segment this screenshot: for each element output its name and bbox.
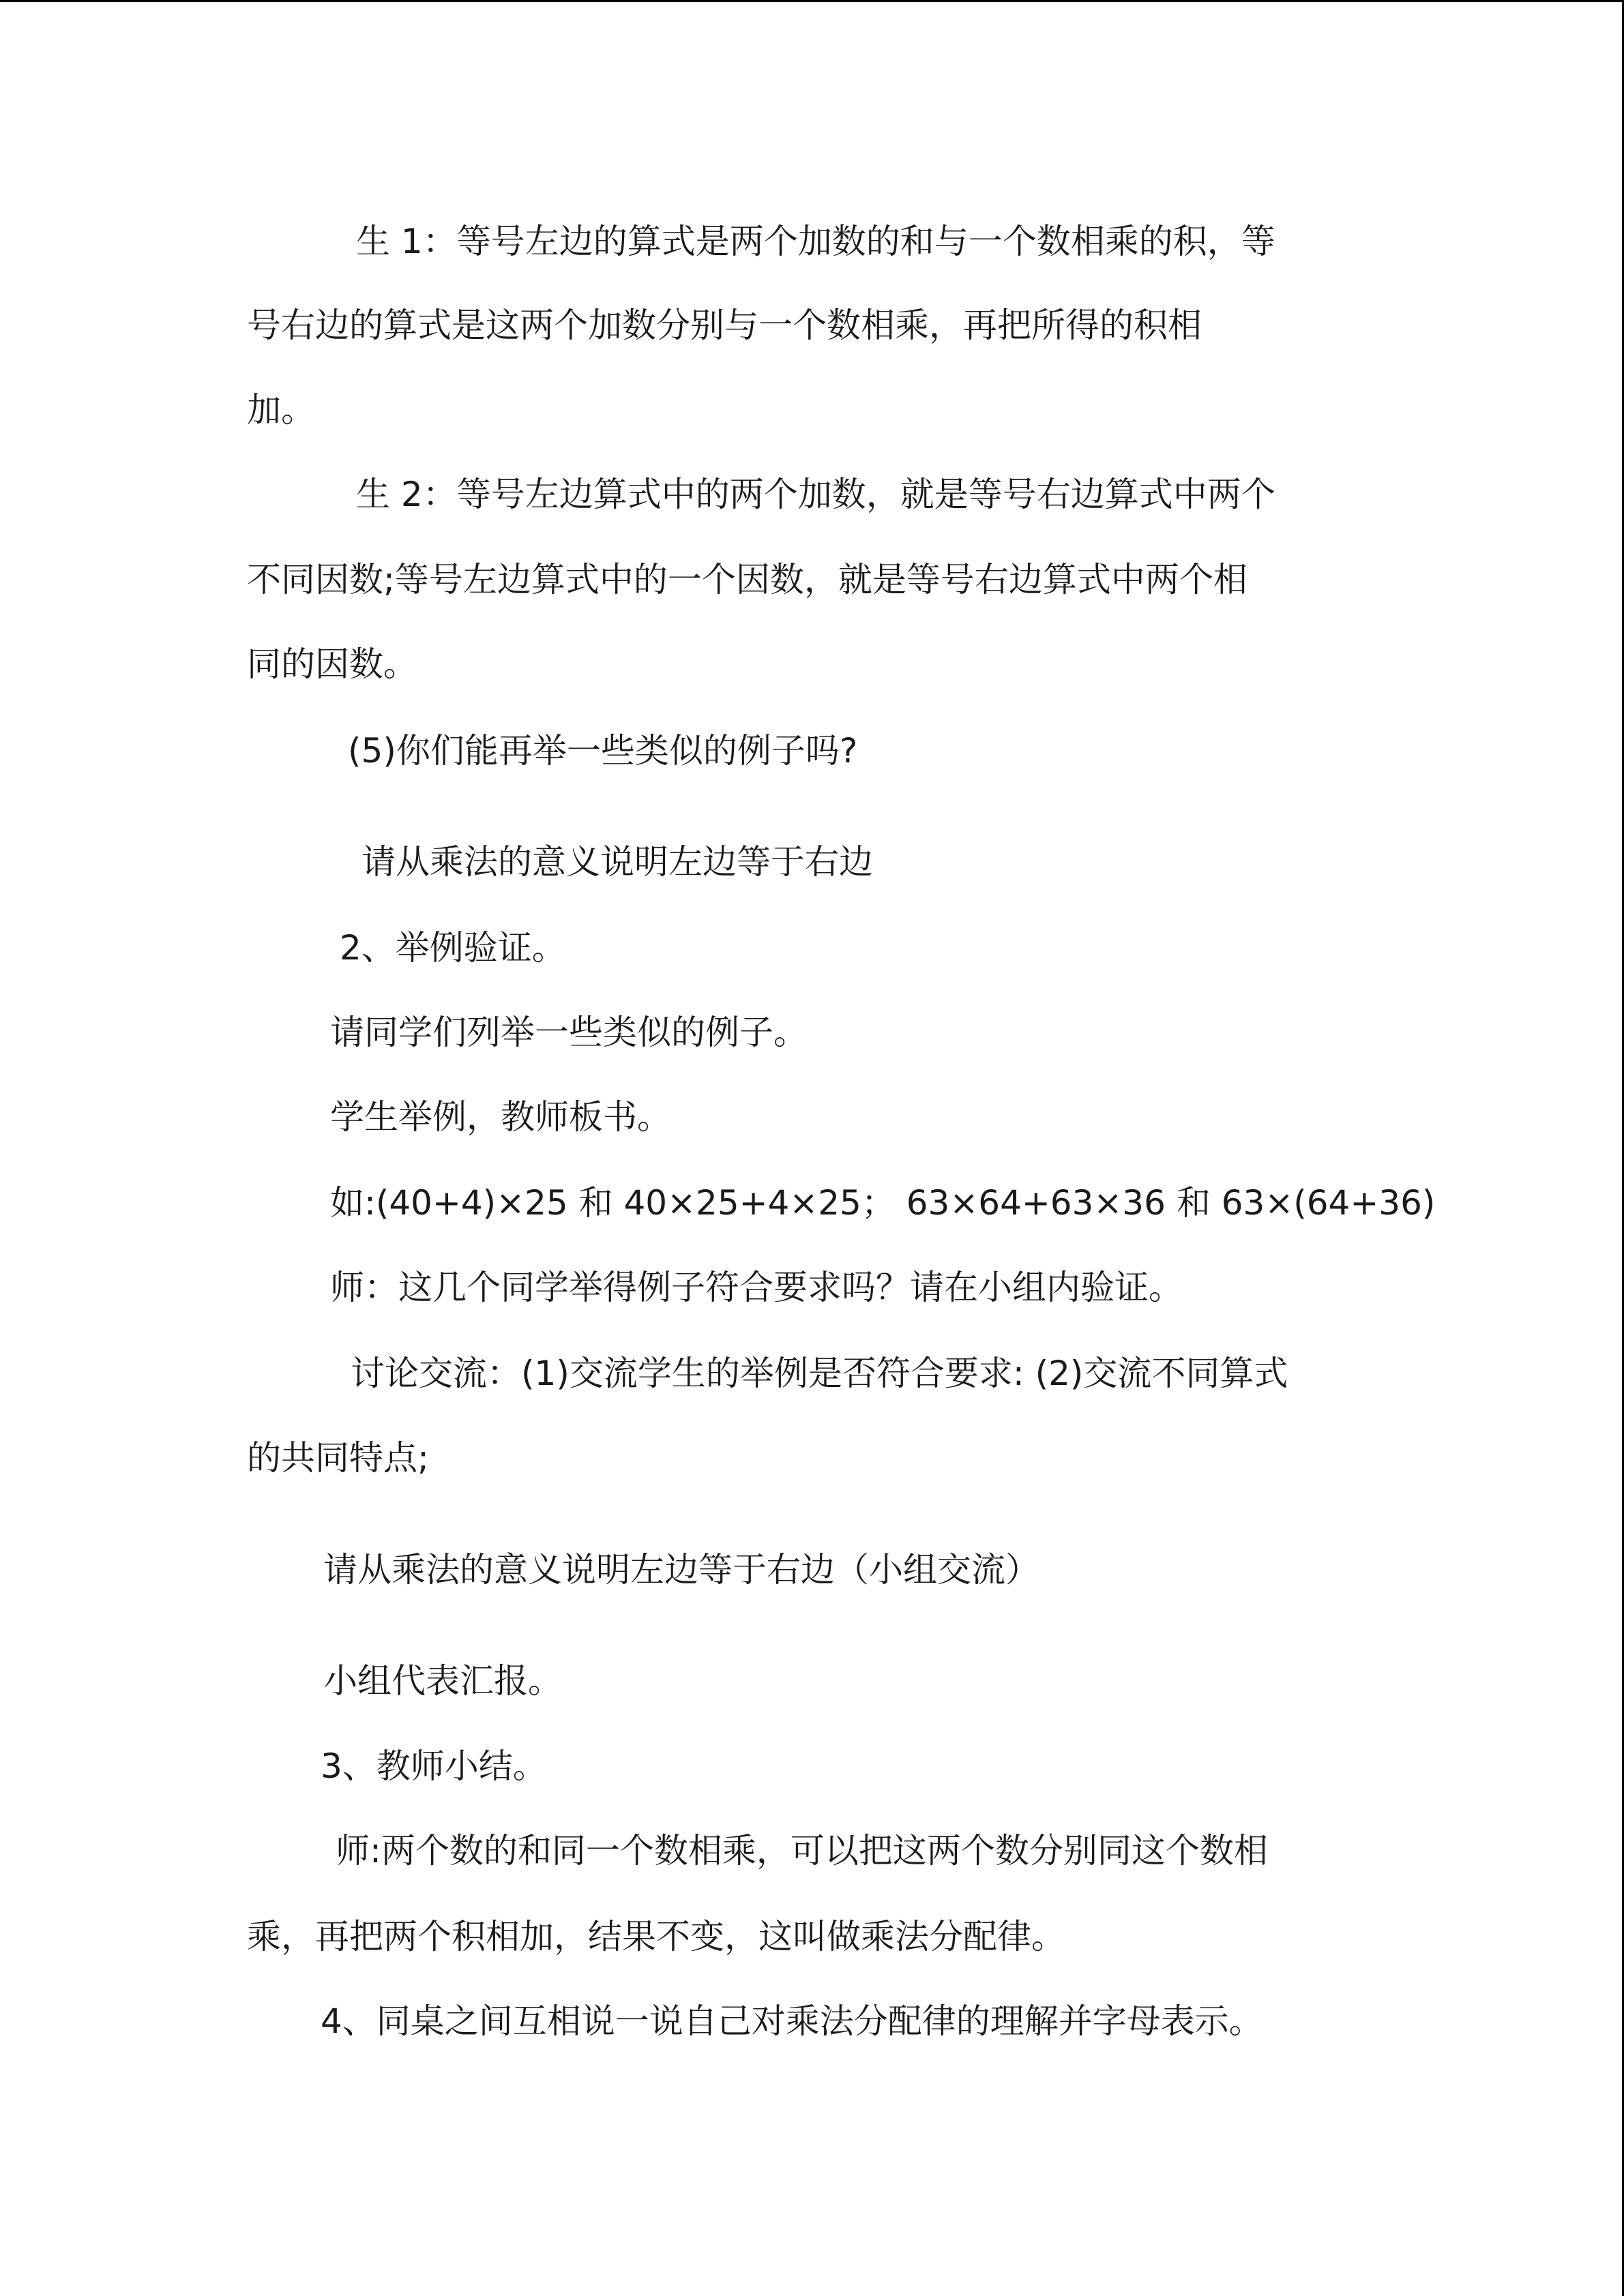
text-line-6: 同的因数。: [247, 644, 417, 684]
text-line-3: 加。: [247, 390, 315, 430]
text-line-13: 师：这几个同学举得例子符合要求吗？请在小组内验证。: [330, 1268, 1183, 1307]
text-line-7: (5)你们能再举一些类似的例子吗?: [348, 731, 858, 771]
text-line-21: 4、同桌之间互相说一说自己对乘法分配律的理解并字母表示。: [321, 2001, 1263, 2041]
text-line-20: 乘，再把两个积相加，结果不变，这叫做乘法分配律。: [247, 1917, 1065, 1956]
text-line-10: 请同学们列举一些类似的例子。: [330, 1013, 808, 1052]
text-line-11: 学生举例，教师板书。: [330, 1097, 671, 1137]
text-line-12: 如:(40+4)×25 和 40×25+4×25； 63×64+63×36 和 63×(64+36): [330, 1183, 1436, 1223]
text-line-18: 3、教师小结。: [321, 1746, 547, 1786]
text-line-8: 请从乘法的意义说明左边等于右边: [361, 842, 873, 882]
text-line-16: 请从乘法的意义说明左边等于右边（小组交流）: [323, 1550, 1039, 1590]
text-line-19: 师:两个数的和同一个数相乘，可以把这两个数分别同这个数相: [336, 1831, 1268, 1870]
text-line-2: 号右边的算式是这两个加数分别与一个数相乘，再把所得的积相: [247, 305, 1202, 345]
text-line-5: 不同因数;等号左边算式中的一个因数，就是等号右边算式中两个相: [247, 560, 1247, 599]
text-line-4: 生 2：等号左边算式中的两个加数，就是等号右边算式中两个: [356, 475, 1275, 514]
text-line-17: 小组代表汇报。: [323, 1661, 562, 1701]
text-line-15: 的共同特点;: [247, 1438, 429, 1478]
text-line-14: 讨论交流：(1)交流学生的举例是否符合要求: (2)交流不同算式: [351, 1354, 1288, 1393]
text-line-9: 2、举例验证。: [340, 928, 566, 968]
text-line-1: 生 1：等号左边的算式是两个加数的和与一个数相乘的积，等: [356, 222, 1275, 261]
